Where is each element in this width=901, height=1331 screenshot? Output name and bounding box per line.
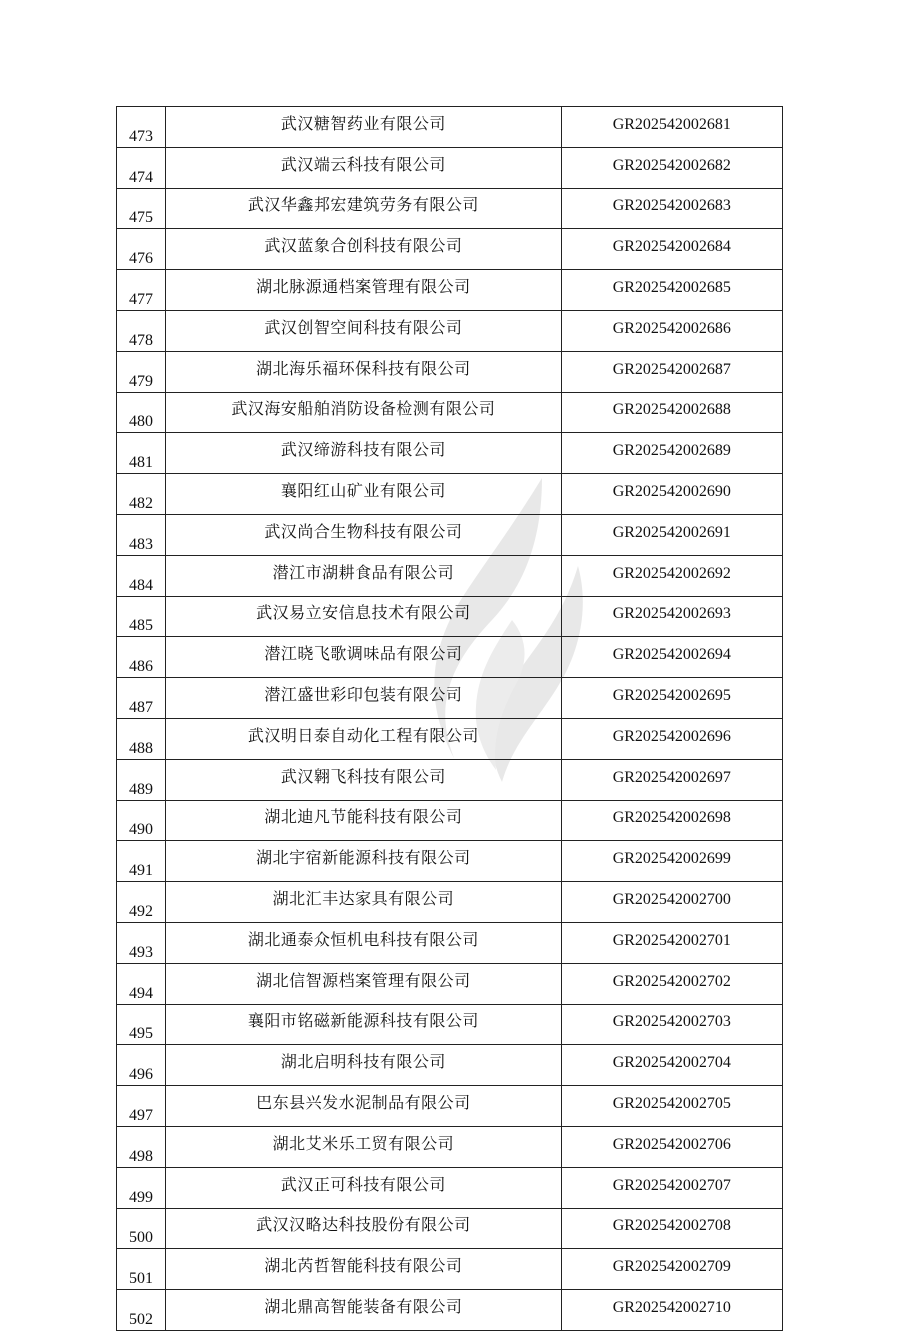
certificate-number-cell: GR202542002693 — [561, 596, 782, 637]
row-number-cell: 484 — [117, 555, 166, 596]
row-number-cell: 480 — [117, 392, 166, 433]
company-name-cell: 潜江盛世彩印包装有限公司 — [166, 678, 562, 719]
company-name-cell: 武汉易立安信息技术有限公司 — [166, 596, 562, 637]
row-number-cell: 475 — [117, 188, 166, 229]
company-name-cell: 武汉海安船舶消防设备检测有限公司 — [166, 392, 562, 433]
row-number-cell: 502 — [117, 1290, 166, 1331]
table-row — [117, 270, 783, 311]
row-number-cell: 491 — [117, 841, 166, 882]
row-number-cell: 486 — [117, 637, 166, 678]
table-row — [117, 1208, 783, 1249]
certificate-number-cell: GR202542002701 — [561, 922, 782, 963]
row-number-cell: 487 — [117, 678, 166, 719]
certificate-number-cell: GR202542002700 — [561, 882, 782, 923]
company-name-cell: 潜江市湖耕食品有限公司 — [166, 555, 562, 596]
certificate-number-cell: GR202542002708 — [561, 1208, 782, 1249]
table-row — [117, 1290, 783, 1331]
table-row — [117, 555, 783, 596]
company-name-cell: 湖北宇宿新能源科技有限公司 — [166, 841, 562, 882]
company-name-cell: 湖北海乐福环保科技有限公司 — [166, 351, 562, 392]
row-number-cell: 492 — [117, 882, 166, 923]
certificate-number-cell: GR202542002698 — [561, 800, 782, 841]
company-name-cell: 湖北鼎高智能装备有限公司 — [166, 1290, 562, 1331]
company-name-cell: 襄阳红山矿业有限公司 — [166, 474, 562, 515]
enterprise-list-table — [116, 106, 783, 1331]
row-number-cell: 497 — [117, 1086, 166, 1127]
table-row — [117, 1086, 783, 1127]
table-body — [117, 107, 783, 1331]
certificate-number-cell: GR202542002685 — [561, 270, 782, 311]
certificate-number-cell: GR202542002696 — [561, 718, 782, 759]
certificate-number-cell: GR202542002699 — [561, 841, 782, 882]
table-row — [117, 1045, 783, 1086]
company-name-cell: 巴东县兴发水泥制品有限公司 — [166, 1086, 562, 1127]
table-row — [117, 718, 783, 759]
company-name-cell: 湖北芮哲智能科技有限公司 — [166, 1249, 562, 1290]
row-number-cell: 489 — [117, 759, 166, 800]
certificate-number-cell: GR202542002694 — [561, 637, 782, 678]
certificate-number-cell: GR202542002709 — [561, 1249, 782, 1290]
company-name-cell: 湖北启明科技有限公司 — [166, 1045, 562, 1086]
table-row — [117, 514, 783, 555]
certificate-number-cell: GR202542002697 — [561, 759, 782, 800]
certificate-number-cell: GR202542002707 — [561, 1167, 782, 1208]
table-row — [117, 188, 783, 229]
row-number-cell: 496 — [117, 1045, 166, 1086]
table-row — [117, 841, 783, 882]
table-row — [117, 1249, 783, 1290]
certificate-number-cell: GR202542002690 — [561, 474, 782, 515]
company-name-cell: 武汉翱飞科技有限公司 — [166, 759, 562, 800]
certificate-number-cell: GR202542002695 — [561, 678, 782, 719]
certificate-number-cell: GR202542002692 — [561, 555, 782, 596]
row-number-cell: 494 — [117, 963, 166, 1004]
row-number-cell: 482 — [117, 474, 166, 515]
certificate-number-cell: GR202542002702 — [561, 963, 782, 1004]
row-number-cell: 474 — [117, 147, 166, 188]
row-number-cell: 490 — [117, 800, 166, 841]
row-number-cell: 499 — [117, 1167, 166, 1208]
row-number-cell: 501 — [117, 1249, 166, 1290]
certificate-number-cell: GR202542002688 — [561, 392, 782, 433]
certificate-number-cell: GR202542002705 — [561, 1086, 782, 1127]
row-number-cell: 485 — [117, 596, 166, 637]
table-row — [117, 310, 783, 351]
company-name-cell: 湖北汇丰达家具有限公司 — [166, 882, 562, 923]
company-name-cell: 武汉尚合生物科技有限公司 — [166, 514, 562, 555]
row-number-cell: 488 — [117, 718, 166, 759]
table-row — [117, 1126, 783, 1167]
row-number-cell: 495 — [117, 1004, 166, 1045]
certificate-number-cell: GR202542002687 — [561, 351, 782, 392]
company-name-cell: 襄阳市铭磁新能源科技有限公司 — [166, 1004, 562, 1045]
company-name-cell: 湖北迪凡节能科技有限公司 — [166, 800, 562, 841]
row-number-cell: 477 — [117, 270, 166, 311]
table-row — [117, 1167, 783, 1208]
company-name-cell: 潜江晓飞歌调味品有限公司 — [166, 637, 562, 678]
table-row — [117, 392, 783, 433]
company-name-cell: 湖北信智源档案管理有限公司 — [166, 963, 562, 1004]
certificate-number-cell: GR202542002703 — [561, 1004, 782, 1045]
certificate-number-cell: GR202542002686 — [561, 310, 782, 351]
table-row — [117, 800, 783, 841]
certificate-number-cell: GR202542002684 — [561, 229, 782, 270]
company-name-cell: 武汉糖智药业有限公司 — [166, 107, 562, 148]
table-row — [117, 107, 783, 148]
certificate-number-cell: GR202542002682 — [561, 147, 782, 188]
table-row — [117, 759, 783, 800]
table-row — [117, 351, 783, 392]
table-row — [117, 882, 783, 923]
company-name-cell: 湖北脉源通档案管理有限公司 — [166, 270, 562, 311]
row-number-cell: 493 — [117, 922, 166, 963]
row-number-cell: 476 — [117, 229, 166, 270]
company-name-cell: 武汉缔游科技有限公司 — [166, 433, 562, 474]
company-name-cell: 武汉创智空间科技有限公司 — [166, 310, 562, 351]
table-row — [117, 963, 783, 1004]
certificate-number-cell: GR202542002683 — [561, 188, 782, 229]
certificate-number-cell: GR202542002706 — [561, 1126, 782, 1167]
row-number-cell: 498 — [117, 1126, 166, 1167]
table-row — [117, 922, 783, 963]
company-name-cell: 湖北艾米乐工贸有限公司 — [166, 1126, 562, 1167]
row-number-cell: 500 — [117, 1208, 166, 1249]
company-name-cell: 武汉明日泰自动化工程有限公司 — [166, 718, 562, 759]
row-number-cell: 481 — [117, 433, 166, 474]
row-number-cell: 483 — [117, 514, 166, 555]
row-number-cell: 479 — [117, 351, 166, 392]
table-row — [117, 1004, 783, 1045]
table-row — [117, 229, 783, 270]
company-name-cell: 武汉汉略达科技股份有限公司 — [166, 1208, 562, 1249]
row-number-cell: 478 — [117, 310, 166, 351]
company-name-cell: 湖北通泰众恒机电科技有限公司 — [166, 922, 562, 963]
table-row — [117, 596, 783, 637]
certificate-number-cell: GR202542002710 — [561, 1290, 782, 1331]
table-row — [117, 637, 783, 678]
table-row — [117, 678, 783, 719]
company-name-cell: 武汉正可科技有限公司 — [166, 1167, 562, 1208]
row-number-cell: 473 — [117, 107, 166, 148]
table-row — [117, 433, 783, 474]
certificate-number-cell: GR202542002689 — [561, 433, 782, 474]
company-name-cell: 武汉蓝象合创科技有限公司 — [166, 229, 562, 270]
certificate-number-cell: GR202542002681 — [561, 107, 782, 148]
company-name-cell: 武汉端云科技有限公司 — [166, 147, 562, 188]
certificate-number-cell: GR202542002691 — [561, 514, 782, 555]
certificate-number-cell: GR202542002704 — [561, 1045, 782, 1086]
table-row — [117, 474, 783, 515]
table-row — [117, 147, 783, 188]
company-name-cell: 武汉华鑫邦宏建筑劳务有限公司 — [166, 188, 562, 229]
